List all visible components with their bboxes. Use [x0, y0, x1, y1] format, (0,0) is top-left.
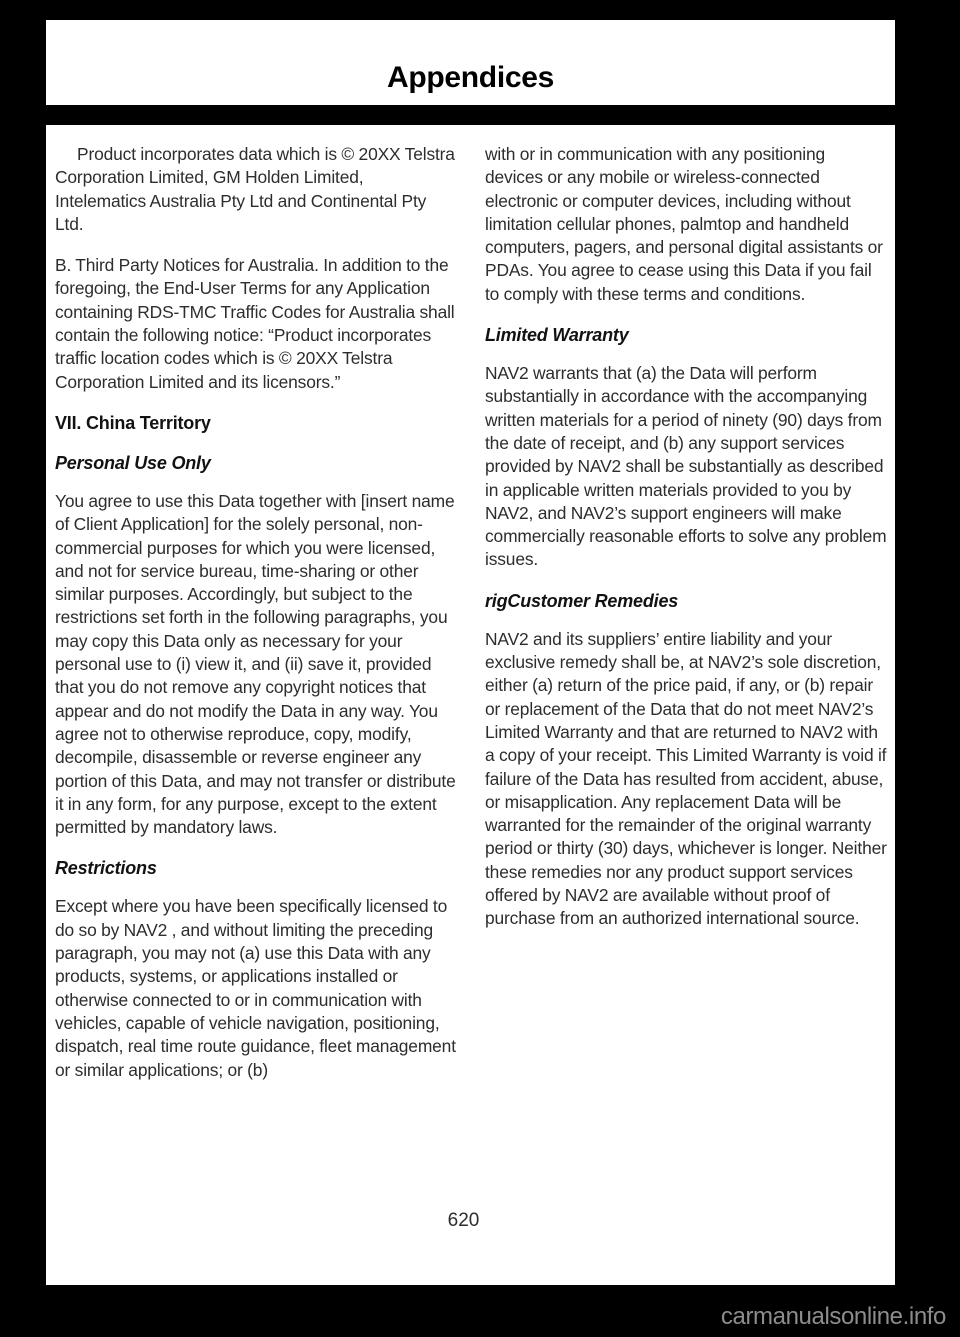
paragraph: with or in communication with any positioning devices or any mobile or wireless-connected electronic or computer devices, including without limitation cellular phones, palmtop and handheld computers, pagers, and personal digital assistants or PDAs. You agree to cease using this Data if you fail to comply with these terms and conditions. — [485, 144, 883, 304]
subsection-heading-restrictions: Restrictions — [55, 858, 157, 879]
paragraph: Product incorporates data which is © 20XX Telstra Corporation Limited, GM Holden Limited, Intelematics Australia Pty Ltd and Continental Pty Ltd. — [55, 144, 455, 234]
paragraph: NAV2 and its suppliers’ entire liability and your exclusive remedy shall be, at NAV2’s sole discretion, either (a) return of the price paid, if any, or (b) repair or replacement of the Data that do not meet NAV2’s Limited Warranty and that are returned to NAV2 with a copy of your receipt. This Limited Warranty is void if failure of the Data has resulted from accident, abuse, or misapplication. Any replacement Data will be warranted for the remainder of the original warranty period or thirty (30) days, whichever is longer. Neither these remedies nor any product support services offered by NAV2 are available without proof of purchase from an authorized international source. — [485, 628, 887, 929]
two-column-body — [46, 125, 895, 1200]
paragraph: NAV2 warrants that (a) the Data will perform substantially in accordance with the accompanying written materials for a period of ninety (90) days from the date of receipt, and (b) any support services provided by NAV2 shall be substantially as described in applicable written materials provided to you by NAV2, and NAV2’s support engineers will make commercially reasonable efforts to solve any problem issues. — [485, 363, 887, 570]
page-sheet — [46, 125, 895, 1285]
section-heading-china-territory: VII. China Territory — [55, 412, 211, 433]
paragraph: Except where you have been specifically licensed to do so by NAV2 , and without limiting the preceding paragraph, you may not (a) use this Data with any products, systems, or applications installed or otherwise connected to or in communication with vehicles, capable of vehicle navigation, positioning, dispatch, real time route guidance, fleet management or similar applications; or (b) — [55, 896, 456, 1080]
subsection-heading-personal-use-only: Personal Use Only — [55, 452, 211, 473]
right-column — [485, 143, 887, 949]
page-number — [46, 1210, 895, 1232]
left-column — [55, 143, 457, 1100]
watermark: carmanualsonline.info — [720, 1303, 946, 1330]
subsection-heading-limited-warranty: Limited Warranty — [485, 325, 629, 346]
paragraph: B. Third Party Notices for Australia. In addition to the foregoing, the End-User Terms for any Application containing RDS-TMC Traffic Codes for Australia shall contain the following notice: “Product incorporates traffic location codes which is © 20XX Telstra Corporation Limited and its licensors.” — [55, 255, 455, 392]
page-header-band — [46, 20, 895, 105]
page-title: Appendices — [386, 61, 555, 94]
paragraph: You agree to use this Data together with [insert name of Client Application] for the solely personal, non-commercial purposes for which you were licensed, and not for service bureau, time-sharing or other similar purposes. Accordingly, but subject to the restrictions set forth in the following paragraphs, you may copy this Data only as necessary for your personal use to (i) view it, and (ii) save it, provided that you do not remove any copyright notices that appear and do not modify the Data in any way. You agree not to otherwise reproduce, copy, modify, decompile, disassemble or reverse engineer any portion of this Data, and may not transfer or distribute it in any form, for any purpose, except to the extent permitted by mandatory laws. — [55, 490, 456, 838]
page-number-value: 620 — [447, 1210, 480, 1231]
subsection-heading-customer-remedies: rigCustomer Remedies — [485, 590, 679, 611]
